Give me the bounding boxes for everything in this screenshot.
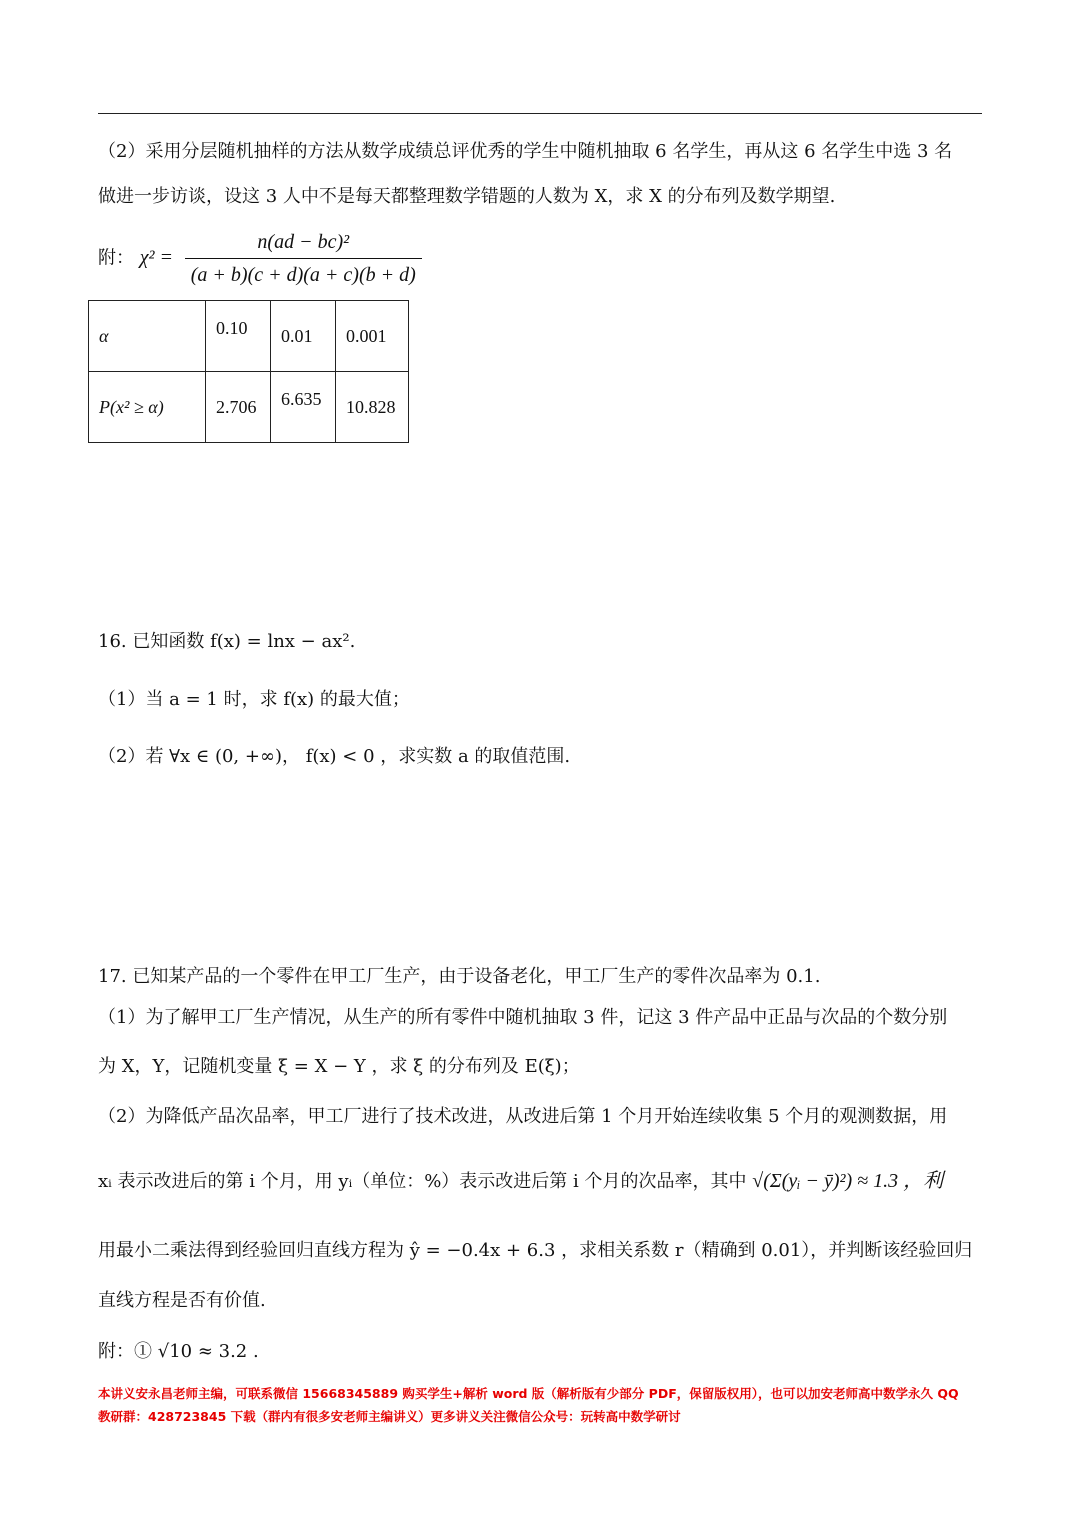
footer-notice [98, 1382, 988, 1428]
q15-part2-line2: 做进一步访谈，设这 3 人中不是每天都整理数学错题的人数为 X，求 X 的分布列及数学期望. [98, 186, 836, 207]
formula-denominator: (a + b)(c + d)(a + c)(b + d) [190, 264, 416, 286]
appendix-label: 附： [98, 247, 134, 269]
q17-part2-line2 [98, 1169, 943, 1194]
table-cell: 0.001 [336, 301, 409, 372]
q17-part2-line4: 直线方程是否有价值. [98, 1290, 266, 1311]
table-cell: 2.706 [206, 372, 271, 443]
header-rule [98, 113, 982, 114]
formula-lhs: χ² = [139, 246, 174, 269]
formula-fraction [185, 228, 422, 289]
table-header-probability: P(x² ≥ α) [89, 372, 206, 443]
q17-part1-line1: （1）为了解甲工厂生产情况，从生产的所有零件中随机抽取 3 件，记这 3 件产品中正品与次品的个数分别 [98, 1007, 948, 1028]
chi-square-table [88, 300, 409, 443]
q16-part1: （1）当 a = 1 时，求 f(x) 的最大值； [98, 689, 410, 710]
table-cell: 6.635 [271, 372, 336, 443]
q17-part2-line1: （2）为降低产品次品率，甲工厂进行了技术改进，从改进后第 1 个月开始连续收集 5 个月的观测数据，用 [98, 1106, 948, 1127]
q17-part2-line2-text: xᵢ 表示改进后的第 i 个月，用 yᵢ（单位：%）表示改进后第 i 个月的次品率，其中 [98, 1171, 747, 1192]
q17-part1-line2: 为 X，Y，记随机变量 ξ = X − Y ，求 ξ 的分布列及 E(ξ)； [98, 1056, 580, 1077]
table-header-alpha: α [89, 301, 206, 372]
q17-part2-line3: 用最小二乘法得到经验回归直线方程为 ŷ = −0.4x + 6.3 ，求相关系数 r（精确到 0.01），并判断该经验回归 [98, 1240, 973, 1261]
q15-formula [98, 228, 422, 289]
q16-part2: （2）若 ∀x ∈ (0, +∞)， f(x) < 0 ，求实数 a 的取值范围. [98, 746, 571, 767]
q17-sqrt-expression: √(Σ(yᵢ − ȳ)²) ≈ 1.3 ，利 [752, 1170, 944, 1192]
table-row [89, 301, 409, 372]
table-row [89, 372, 409, 443]
q17-stem: 17. 已知某产品的一个零件在甲工厂生产，由于设备老化，甲工厂生产的零件次品率为 0.1. [98, 966, 821, 987]
table-cell: 0.10 [206, 301, 271, 372]
formula-numerator: n(ad − bc)² [185, 228, 422, 259]
table-cell: 10.828 [336, 372, 409, 443]
q17-appendix: 附：① √10 ≈ 3.2 . [98, 1341, 259, 1362]
q16-stem: 16. 已知函数 f(x) = lnx − ax². [98, 631, 356, 652]
q15-part2-line1: （2）采用分层随机抽样的方法从数学成绩总评优秀的学生中随机抽取 6 名学生，再从这 6 名学生中选 3 名 [98, 141, 953, 162]
table-cell: 0.01 [271, 301, 336, 372]
footer-line1: 本讲义安永昌老师主编，可联系微信 15668345889 购买学生+解析 word 版（解析版有少部分 PDF，保留版权用），也可以加安老师高中数学永久 QQ [98, 1386, 959, 1401]
footer-line2: 教研群：428723845 下载（群内有很多安老师主编讲义）更多讲义关注微信公众号：玩转高中数学研讨 [98, 1409, 681, 1424]
